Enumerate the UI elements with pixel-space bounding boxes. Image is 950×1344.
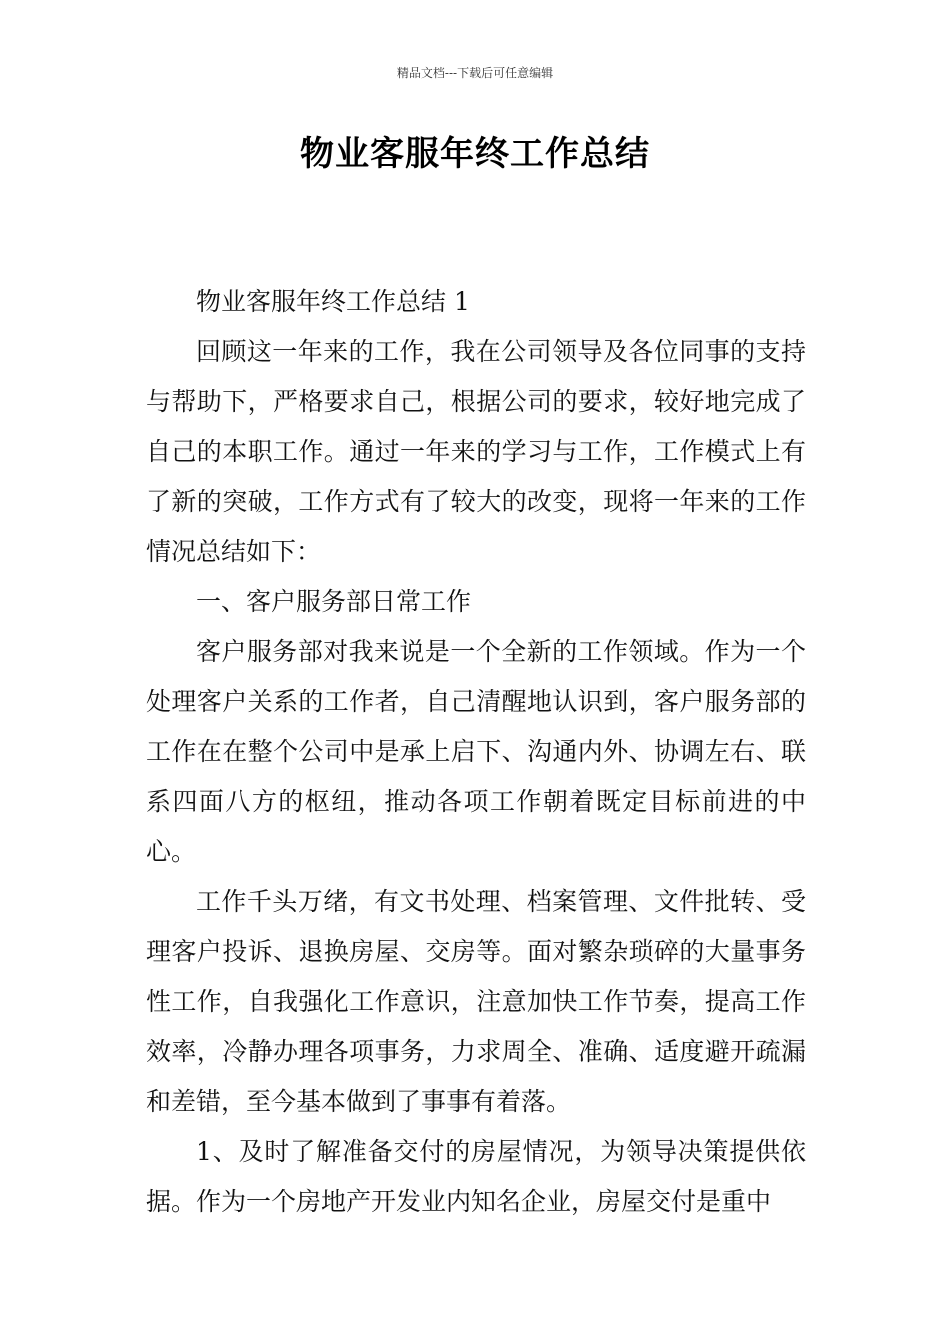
paragraph: 工作千头万绪，有文书处理、档案管理、文件批转、受理客户投诉、退换房屋、交房等。面对繁杂琐碎的大量事务性工作，自我强化工作意识，注意加快工作节奏，提高工作效率，冷静办理各项事务，力求周全、准确、适度避开疏漏和差错，至今基本做到了事事有着落。 (146, 887, 806, 1116)
paragraph: 回顾这一年来的工作，我在公司领导及各位同事的支持与帮助下，严格要求自己，根据公司的要求，较好地完成了自己的本职工作。通过一年来的学习与工作，工作模式上有了新的突破，工作方式有了较大的改变，现将一年来的工作情况总结如下： (146, 337, 806, 566)
section-heading: 物业客服年终工作总结 1 (196, 287, 470, 316)
paragraph: 客户服务部对我来说是一个全新的工作领域。作为一个处理客户关系的工作者，自己清醒地认识到，客户服务部的工作在在整个公司中是承上启下、沟通内外、协调左右、联系四面八方的枢纽，推动各项工作朝着既定目标前进的中心。 (146, 637, 806, 866)
paragraph: 1、及时了解准备交付的房屋情况，为领导决策提供依据。作为一个房地产开发业内知名企业，房屋交付是重中 (146, 1137, 806, 1216)
section-heading: 一、客户服务部日常工作 (196, 587, 472, 616)
document-title: 物业客服年终工作总结 (300, 134, 650, 174)
document-body (146, 277, 806, 1227)
header-note: 精品文档---下载后可任意编辑 (396, 66, 554, 80)
